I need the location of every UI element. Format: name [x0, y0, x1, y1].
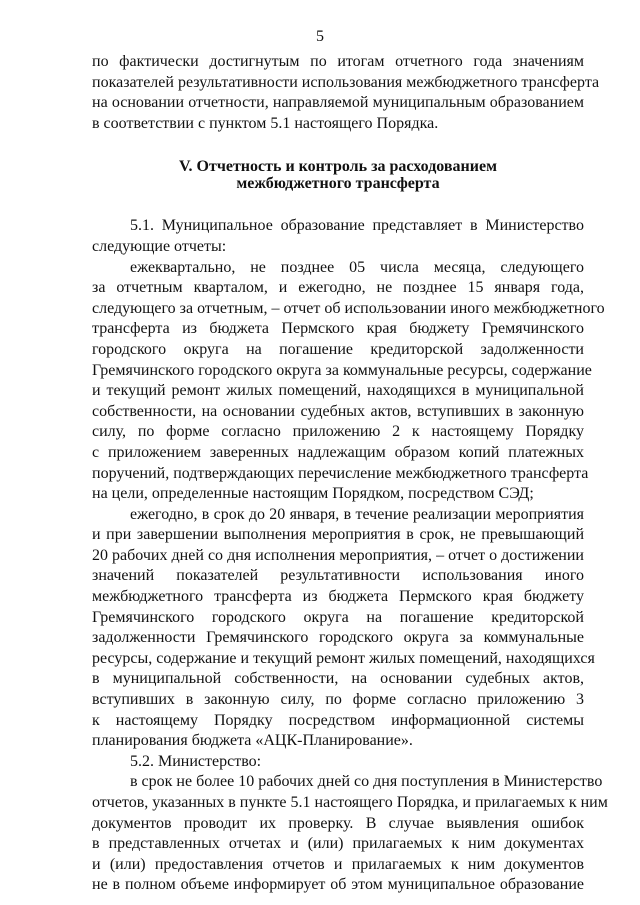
heading-line: межбюджетного трансферта: [236, 175, 440, 193]
text-line: межбюджетного трансферта из бюджета Пермского края бюджету: [92, 588, 584, 606]
text-line: не в полном объеме информирует об этом муниципальное образование: [92, 876, 584, 894]
paragraph-5-2-intro: [92, 752, 584, 773]
text-line: 20 рабочих дней со дня исполнения мероприятия, – отчет о достижении: [92, 546, 584, 564]
text-line: к настоящему Порядку посредством информационной системы: [92, 711, 584, 729]
text-line: 5.1. Муниципальное образование представляет в Министерство: [130, 217, 584, 235]
text-line: собственности, на основании судебных актов, вступивших в законную: [92, 402, 584, 420]
text-line: ежеквартально, не позднее 05 числа месяца, следующего: [130, 258, 584, 276]
text-line: задолженности Гремячинского городского округа за коммунальные: [92, 629, 584, 647]
section-heading: [92, 158, 584, 192]
text-line: с приложением заверенных надлежащим образом копий платежных: [92, 443, 584, 461]
paragraph-annual-report: [92, 505, 595, 752]
text-line: ресурсы, содержание и текущий ремонт жилых помещений, находящихся: [92, 649, 595, 667]
text-line: в представленных отчетах и (или) прилагаемых к ним документах: [92, 835, 584, 853]
text-line: вступивших в законную силу, по форме согласно приложению 3: [92, 691, 584, 709]
text-line: планирования бюджета «АЦК-Планирование».: [92, 732, 413, 750]
text-line: документов проводит их проверку. В случае выявления ошибок: [92, 814, 584, 832]
text-line: и (или) предоставления отчетов и прилагаемых к ним документов: [92, 855, 584, 873]
text-line: поручений, подтверждающих перечисление межбюджетного трансферта: [92, 464, 589, 482]
text-line: отчетов, указанных в пункте 5.1 настоящего Порядка, и прилагаемых к ним: [92, 794, 608, 811]
text-line: и при завершении выполнения мероприятия в срок, не превышающий: [92, 526, 584, 544]
text-line: 5.2. Министерство:: [130, 752, 262, 770]
text-line: Гремячинского городского округа за коммунальные ресурсы, содержание: [92, 361, 592, 379]
text-line: в соответствии с пунктом 5.1 настоящего Порядка.: [92, 114, 439, 132]
text-line: следующие отчеты:: [92, 237, 227, 255]
heading-line: V. Отчетность и контроль за расходованием: [179, 158, 497, 176]
intro-paragraph: [92, 52, 600, 134]
paragraph-5-1-intro: [92, 216, 584, 257]
text-line: по фактически достигнутым по итогам отчетного года значениям: [92, 53, 584, 70]
text-line: показателей результативности использования межбюджетного трансферта: [92, 73, 600, 91]
paragraph-quarterly-report: [92, 258, 605, 505]
text-line: городского округа на погашение кредиторской задолженности: [92, 340, 584, 358]
document-body: [92, 52, 608, 896]
page-number: 5: [316, 28, 324, 45]
text-line: на цели, определенные настоящим Порядком, посредством СЭД;: [92, 485, 534, 503]
text-line: трансферта из бюджета Пермского края бюджету Гремячинского: [92, 320, 584, 338]
text-line: ежегодно, в срок до 20 января, в течение реализации мероприятия: [130, 505, 584, 523]
paragraph-5-2-body: [92, 772, 608, 896]
text-line: значений показателей результативности использования иного: [92, 567, 584, 585]
text-line: за отчетным кварталом, и ежегодно, не позднее 15 января года,: [92, 279, 584, 297]
text-line: следующего за отчетным, – отчет об использовании иного межбюджетного: [92, 299, 605, 317]
text-line: силу, по форме согласно приложению 2 к настоящему Порядку: [92, 423, 584, 441]
text-line: Гремячинского городского округа на погашение кредиторской: [92, 608, 584, 626]
text-line: в срок не более 10 рабочих дней со дня поступления в Министерство: [130, 773, 603, 791]
text-line: в муниципальной собственности, на основании судебных актов,: [92, 670, 584, 688]
text-line: на основании отчетности, направляемой муниципальным образованием: [92, 94, 584, 112]
text-line: и текущий ремонт жилых помещений, находящихся в муниципальной: [92, 382, 584, 400]
